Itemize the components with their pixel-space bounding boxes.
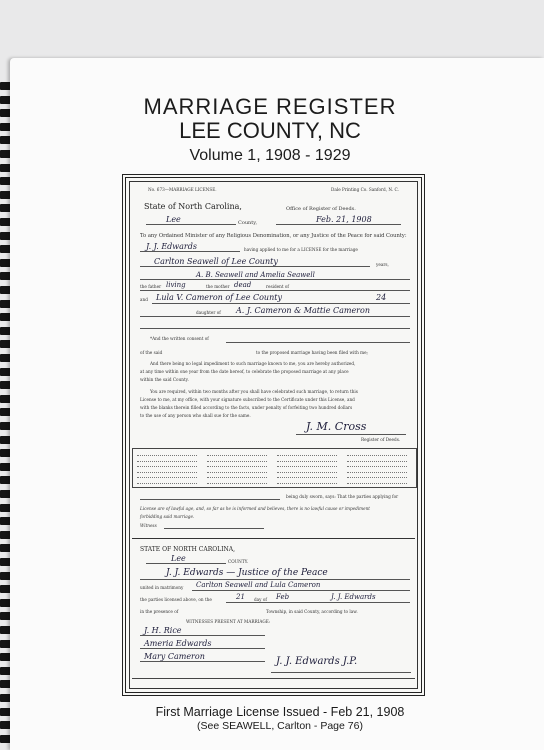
- office-label: Office of Register of Deeds.: [286, 206, 356, 212]
- hw-groom-res: Carlton Seawell of Lee County: [154, 257, 278, 266]
- page-title: MARRIAGE REGISTER: [143, 94, 397, 119]
- grid-dotted-row: [277, 452, 337, 456]
- grid-dotted-row: [277, 474, 337, 478]
- hw-county: Lee: [166, 215, 181, 224]
- grid-dotted-row: [137, 452, 197, 456]
- grid-dotted-row: [137, 458, 197, 462]
- bride-line: [152, 303, 410, 304]
- cover-header: [120, 95, 420, 168]
- text-mother: the mother: [206, 284, 230, 289]
- justice-line: [140, 579, 410, 580]
- grid-dotted-row: [207, 458, 267, 462]
- witness3-line: [140, 661, 265, 662]
- grid-dotted-row: [347, 458, 407, 462]
- county-label: County,: [238, 220, 258, 226]
- footer-see-reference: (See SEAWELL, Carlton - Page 76): [197, 720, 363, 732]
- register-sig-line: [296, 434, 406, 435]
- hw-day: 21: [236, 593, 245, 601]
- hw-parents-groom: A. B. Seawell and Amelia Seawell: [196, 271, 315, 279]
- para1: And there being no legal impediment to such marriage known to me, you are hereby authorized,: [150, 361, 356, 366]
- sworn-line: [140, 499, 280, 500]
- register-signature: J. M. Cross: [306, 420, 367, 433]
- grid-dotted-row: [277, 469, 337, 473]
- grid-dotted-row: [207, 474, 267, 478]
- presence-label: in the presence of: [140, 609, 179, 614]
- hw-date: Feb. 21, 1908: [316, 215, 372, 224]
- grid-dotted-row: [137, 474, 197, 478]
- text-and: and: [140, 297, 148, 302]
- county2-line: [146, 563, 226, 564]
- bride-parents-line: [140, 316, 410, 317]
- grid-dotted-row: [277, 480, 337, 484]
- text-daughter: daughter of: [196, 310, 221, 315]
- date-line: [276, 224, 401, 225]
- grid-dotted-row: [277, 463, 337, 467]
- parties-line: [226, 602, 410, 603]
- bottom-divider: [132, 678, 415, 679]
- footer-first-license: First Marriage License Issued - Feb 21, 1908: [155, 705, 405, 719]
- officiant-signature: J. J. Edwards J.P.: [276, 656, 358, 667]
- state2-label: STATE OF NORTH CAROLINA,: [140, 546, 235, 553]
- para2d: to the use of any person who shall sue for the same.: [140, 413, 251, 418]
- grid-dotted-row: [347, 474, 407, 478]
- page-subtitle: LEE COUNTY, NC: [179, 118, 361, 143]
- para2c: with the blanks therein filled according to the facts, under penalty of forfeiting two hundred dollars: [140, 405, 353, 410]
- para2b: License to me, at my office, with your signature subscribed to the Certificate under this License, and: [140, 397, 355, 402]
- text-proposed: to the proposed marriage having been filed with me;: [256, 350, 368, 355]
- grid-dotted-row: [137, 463, 197, 467]
- grid-dotted-row: [207, 452, 267, 456]
- instructions-grid: [132, 448, 417, 488]
- hw-witness2: Ameria Edwards: [144, 639, 212, 648]
- grid-dotted-row: [137, 480, 197, 484]
- hw-justice: J. J. Edwards — Justice of the Peace: [166, 568, 328, 578]
- grid-dotted-row: [207, 469, 267, 473]
- grid-dotted-row: [137, 469, 197, 473]
- duly-sworn: being duly sworn, says: That the parties applying for: [286, 494, 399, 499]
- forbidding: forbidding said marriage.: [140, 514, 195, 519]
- text-years: years,: [376, 262, 389, 267]
- hw-witness1: J. H. Rice: [144, 626, 182, 635]
- officiant-line: [271, 672, 411, 673]
- hw-living: living: [166, 281, 186, 289]
- lawful-age: License are of lawful age, and, so far as he is informed and believes, there is no lawful cause or impediment: [140, 506, 370, 511]
- grid-dotted-row: [207, 463, 267, 467]
- hw-month: Feb: [276, 593, 290, 601]
- witness-present-label: WITNESSES PRESENT AT MARRIAGE:: [186, 619, 271, 624]
- hw-couple: Carlton Seawell and Lula Cameron: [196, 581, 321, 589]
- register-label: Register of Deeds.: [361, 437, 401, 442]
- parents-line: [140, 279, 410, 280]
- father-line: [140, 290, 410, 291]
- printer-label: Dale Printing Co. Sanford, N. C.: [331, 187, 399, 192]
- united-label: united in matrimony: [140, 585, 184, 590]
- consent-line: [226, 342, 410, 343]
- volume-label: Volume 1, 1908 - 1929: [189, 147, 351, 164]
- para1b: at any time within one year from the date hereof, to celebrate the proposed marriage at any place: [140, 369, 349, 374]
- grid-dotted-row: [207, 480, 267, 484]
- hw-county-c: Lee: [171, 554, 186, 563]
- grid-dotted-row: [347, 469, 407, 473]
- hw-groom: J. J. Edwards: [146, 242, 197, 251]
- witness1-line: [140, 635, 265, 636]
- state-label: State of North Carolina,: [144, 202, 242, 211]
- day-of-label: day of: [254, 597, 267, 602]
- text-resident: resident of: [266, 284, 289, 289]
- witness2-line: [140, 648, 265, 649]
- para1c: within the said County.: [140, 377, 189, 382]
- hw-witness3: Mary Cameron: [144, 652, 205, 661]
- text-of-said: of the said: [140, 350, 163, 355]
- hw-dead: dead: [234, 281, 252, 289]
- hw-bride: Lula V. Cameron of Lee County: [156, 293, 282, 302]
- grid-dotted-row: [347, 463, 407, 467]
- bride-res-line: [140, 328, 410, 329]
- text-consent: *And the written consent of: [150, 336, 209, 341]
- grid-dotted-row: [347, 452, 407, 456]
- county2-label: COUNTY.: [228, 559, 249, 564]
- section-divider: [132, 538, 415, 539]
- hw-age: 24: [376, 293, 387, 302]
- county-line: [146, 224, 236, 225]
- marriage-license-scan: [122, 174, 425, 696]
- parties-label: the parties licensed above, on the: [140, 597, 212, 602]
- witness-label: Witness: [140, 523, 157, 528]
- witness-line: [164, 528, 264, 529]
- text-father: the father: [140, 284, 162, 289]
- grid-dotted-row: [277, 458, 337, 462]
- form-id: No. 673—MARRIAGE LICENSE.: [148, 187, 217, 192]
- couple-line: [192, 590, 410, 591]
- township-label: Township, in said County, according to law.: [266, 609, 358, 614]
- groom-res-line: [140, 266, 370, 267]
- salutation: To any Ordained Minister of any Religious Denomination, or any Justice of the Peace for said County:: [140, 233, 407, 239]
- groom-line: [140, 251, 240, 252]
- text-applied: having applied to me for a LICENSE for the marriage: [244, 247, 358, 252]
- hw-place: J. J. Edwards: [331, 593, 376, 601]
- grid-dotted-row: [347, 480, 407, 484]
- para2: You are required, within two months after you shall have celebrated such marriage, to return this: [150, 389, 358, 394]
- hw-bride-parents: A. J. Cameron & Mattie Cameron: [236, 306, 370, 315]
